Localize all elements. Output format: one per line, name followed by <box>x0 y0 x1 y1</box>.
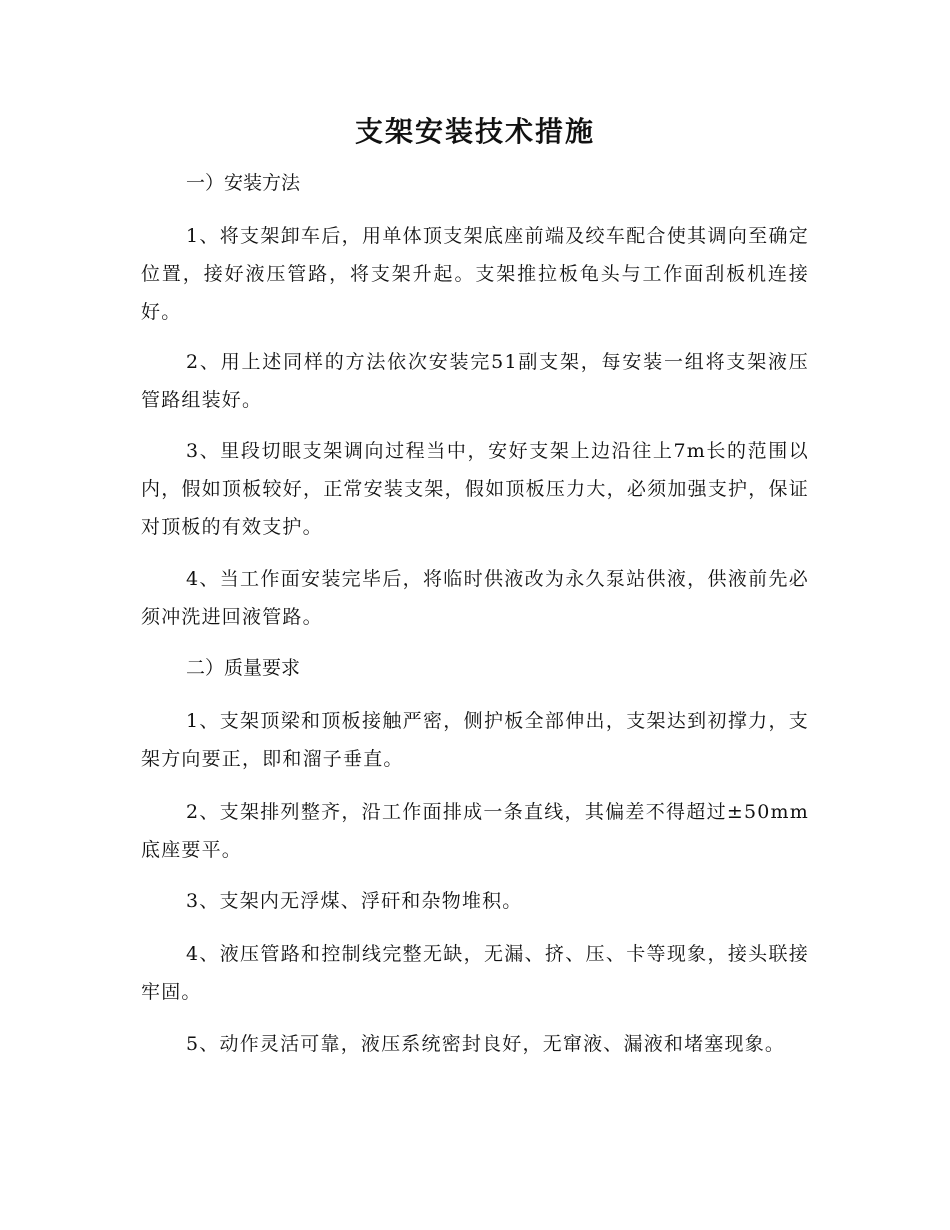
installation-step-4: 4、当工作面安装完毕后，将临时供液改为永久泵站供液，供液前先必须冲洗进回液管路。 <box>141 568 809 628</box>
quality-requirement-2: 2、支架排列整齐，沿工作面排成一条直线，其偏差不得超过±50mm底座要平。 <box>141 801 809 861</box>
section-heading-installation-method: 一）安装方法 <box>186 172 301 194</box>
section-heading-quality-requirements: 二）质量要求 <box>186 657 301 679</box>
installation-step-3: 3、里段切眼支架调向过程当中，安好支架上边沿往上7m长的范围以内，假如顶板较好，正常安装支架，假如顶板压力大，必须加强支护，保证对顶板的有效支护。 <box>141 440 809 538</box>
installation-step-2: 2、用上述同样的方法依次安装完51副支架，每安装一组将支架液压管路组装好。 <box>141 351 809 411</box>
quality-requirement-3: 3、支架内无浮煤、浮矸和杂物堆积。 <box>186 890 523 912</box>
document-title: 支架安装技术措施 <box>354 115 595 148</box>
quality-requirement-1: 1、支架顶梁和顶板接触严密，侧护板全部伸出，支架达到初撑力，支架方向要正，即和溜子垂直。 <box>141 710 809 770</box>
installation-step-1: 1、将支架卸车后，用单体顶支架底座前端及绞车配合使其调向至确定位置，接好液压管路，将支架升起。支架推拉板龟头与工作面刮板机连接好。 <box>141 225 809 323</box>
quality-requirement-5: 5、动作灵活可靠，液压系统密封良好，无窜液、漏液和堵塞现象。 <box>186 1033 786 1055</box>
quality-requirement-4: 4、液压管路和控制线完整无缺，无漏、挤、压、卡等现象，接头联接牢固。 <box>141 943 809 1003</box>
